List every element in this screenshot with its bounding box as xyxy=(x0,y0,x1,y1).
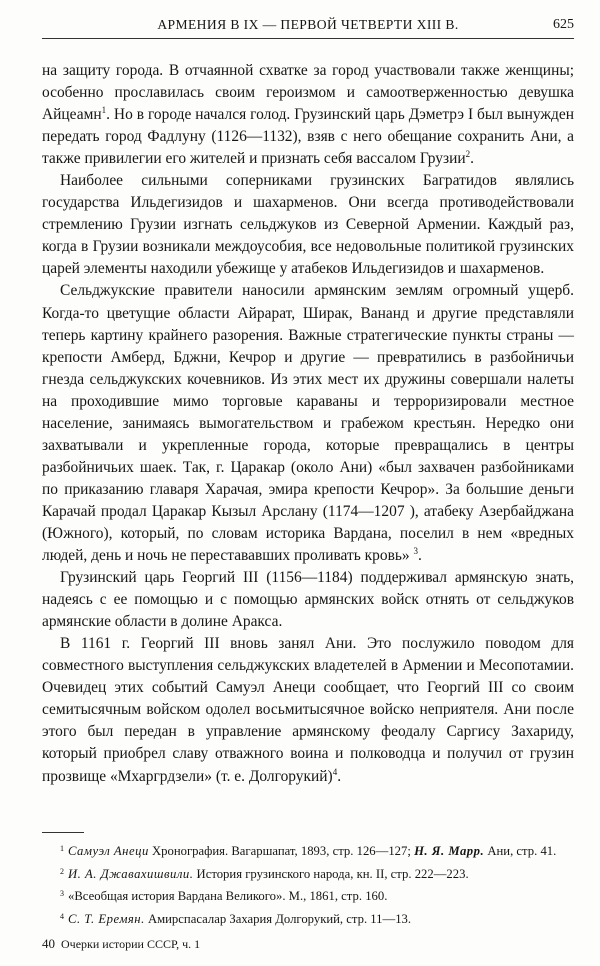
paragraph-1-text-b: . Но в городе начался голод. Грузинский царь Дэметрэ I был вынужден передать город Фадлуну (1126—1132), взяв с него обещание сохранить Ани, а также привилегии его жителей и признать себя вассалом Грузии xyxy=(42,106,574,168)
footnote-ref-2[interactable]: 2 xyxy=(465,149,471,160)
footnote-text: Хронография. Вагаршапат, 1893, стр. 126—127; xyxy=(148,844,415,858)
running-title: АРМЕНИЯ В IX — ПЕРВОЙ ЧЕТВЕРТИ XIII В. xyxy=(157,17,459,32)
footnote-number: 4 xyxy=(60,911,64,921)
footnote-ref-3[interactable]: 3 xyxy=(413,546,418,557)
paragraph-1 xyxy=(42,60,574,170)
paragraph-1-text-a: на защиту города. В отчаянной схватке за город участвовали также женщины; особенно прославилась своим героизмом и самоотверженностью девушка Айцеамн xyxy=(42,62,574,124)
paragraph-1-text-c: . xyxy=(470,150,474,168)
paragraph-2: Наиболее сильными соперниками грузинских Багратидов являлись государства Ильдегизидов и шахарменов. Они всегда противодействовали стремлению Грузии изгнать сельджуков из Северной Армении. Каждый раз, когда в Грузии возникали междоусобия, все недовольные политикой грузинских царей элементы находили убежище у атабеков Ильдегизидов и шахарменов. xyxy=(42,172,574,278)
footnote-author-2: Н. Я. Марр. xyxy=(414,844,485,858)
footnote-ref-1[interactable]: 1 xyxy=(101,105,107,116)
footnote-2 xyxy=(42,862,574,885)
paragraph-5-text-b: . xyxy=(337,767,342,785)
signature-text: Очерки истории СССР, ч. 1 xyxy=(61,937,201,951)
running-header xyxy=(42,14,574,39)
footnote-ref-4[interactable]: 4 xyxy=(332,766,338,777)
footnote-1 xyxy=(42,839,574,862)
footnotes xyxy=(42,839,574,929)
footnote-4 xyxy=(42,907,574,930)
sheet-number: 40 xyxy=(42,936,55,951)
footnote-number: 1 xyxy=(60,844,64,853)
paragraph-5 xyxy=(42,633,574,787)
footnote-text: Амирспасалар Захария Долгорукий, стр. 11—13. xyxy=(144,911,412,926)
paragraph-3-text-a: Сельджукские правители наносили армянским землям огромный ущерб. Когда-то цветущие области Айрарат, Ширак, Вананд и другие представляли теперь картину крайнего разорения. Важные стратегические пункты страны — крепости Амберд, Бджни, Кечрор и другие — превратились в разбойничьи гнезда сельджукских кочевников. Из этих мест их дружины совершали налеты на проходившие мимо торговые караваны и терроризировали местное население, занимаясь вымогательством и грабежом крестьян. Нередко они захватывали и укрепленные города, которые превращались в центры разбойничьих шаек. Так, г. Царакар (около Ани) «был захвачен разбойниками по приказанию главаря Харачая, эмира крепости Кечрор». За большие деньги Карачай продал Царакар Кызыл Арслану (1174—1207 ), атабеку Азербайджана (Южного), который, по словам историка Вардана, поселил в нем «вредных людей, день и ночь не перестававших проливать кровь» xyxy=(42,282,574,565)
footnote-number: 2 xyxy=(60,866,64,876)
paragraph-3 xyxy=(42,280,574,567)
page-number: 625 xyxy=(553,17,574,32)
paragraph-5-text-a: В 1161 г. Георгий III вновь занял Ани. Это послужило поводом для совместного выступления сельджукских владетелей в Армении и Месопотамии. Очевидец этих событий Самуэл Анеци сообщает, что Георгий III со своим семитысячным войском одолел восьмитысячное войско неприятеля. Ани после этого был передан в управление армянскому феодалу Саргису Захариду, который приобрел славу отважного воина и полководца и получил от грузин прозвище «Мхаргрдзели» (т. е. Долгорукий) xyxy=(42,635,574,785)
footnote-number: 3 xyxy=(60,889,64,898)
footnote-author: И. А. Джавахишвили. xyxy=(68,866,194,881)
footnote-divider xyxy=(42,832,84,833)
main-text xyxy=(42,60,574,788)
paragraph-4: Грузинский царь Георгий III (1156—1184) поддерживал армянскую знать, надеясь с ее помощью и с помощью армянских войск отнять от сельджуков армянские области в долине Аракса. xyxy=(42,569,574,631)
footnote-author: Самуэл Анеци xyxy=(68,844,149,858)
footnote-text-2: Ани, стр. 41. xyxy=(484,844,557,858)
printer-signature xyxy=(42,936,200,952)
footnote-text: История грузинского народа, кн. II, стр. 222—223. xyxy=(193,866,469,881)
footnote-3 xyxy=(42,884,574,907)
footnote-text: «Всеобщая история Вардана Великого». М., 1861, стр. 160. xyxy=(68,889,388,903)
paragraph-3-text-b: . xyxy=(418,547,422,565)
footnote-author: С. Т. Еремян. xyxy=(68,911,145,926)
